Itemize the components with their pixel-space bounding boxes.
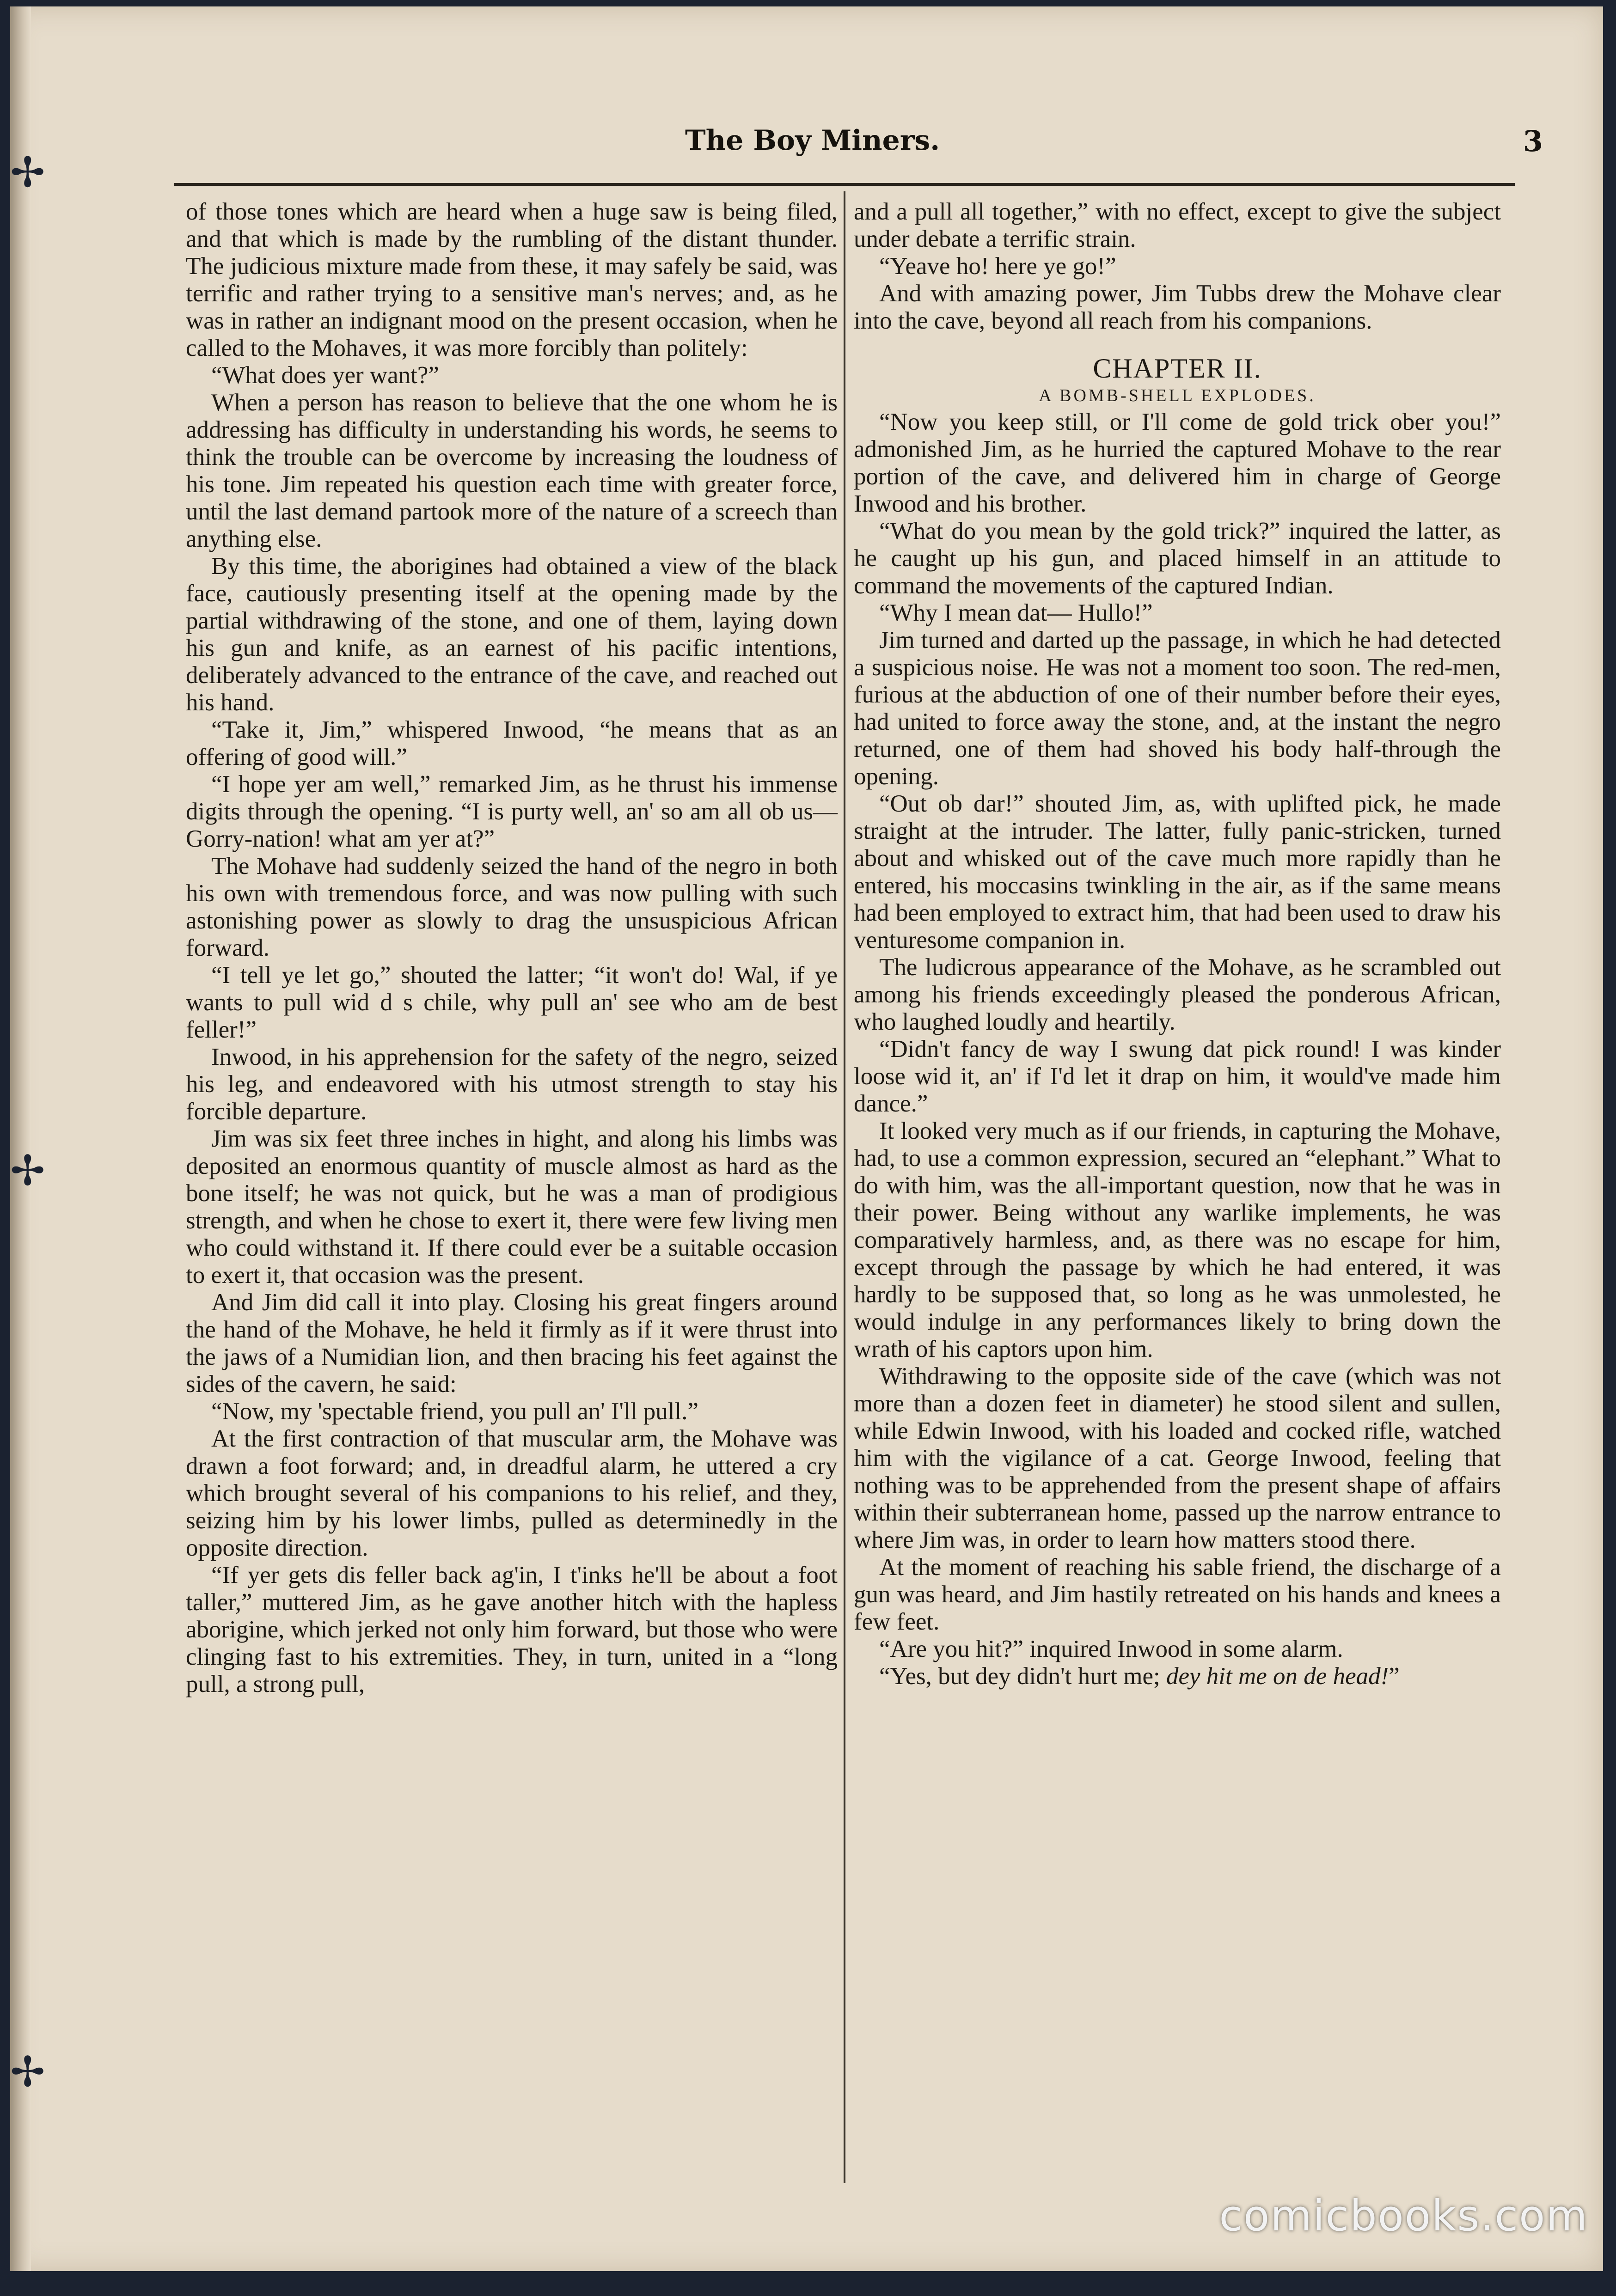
paragraph: Withdrawing to the opposite side of the cave (which was not more than a dozen feet in diameter) he stood silent and sullen, while Edwin Inwood, with his loaded and cocked rifle, watched him with the vigilance of a cat. George Inwood, feeling that nothing was to be apprehended from the present shape of affairs within their subterranean home, passed up the narrow entrance to where Jim was, in order to learn how matters stood there. (854, 1363, 1501, 1553)
paragraph: By this time, the aborigines had obtained a view of the black face, cautiously presenting itself at the opening made by the partial withdrawing of the stone, and one of them, laying down his gun and knife, as an earnest of his pacific intentions, deliberately advanced to the entrance of the cave, and reached out his hand. (186, 553, 838, 716)
page-number: 3 (1523, 124, 1543, 158)
paragraph: When a person has reason to believe that the one whom he is addressing has difficulty in understanding his words, he seems to think the trouble can be overcome by increasing the loudness of his tone. Jim repeated his question each time with greater force, until the last demand partook more of the nature of a screech than anything else. (186, 389, 838, 552)
paragraph: “Didn't fancy de way I swung dat pick round! I was kinder loose wid it, an' if I'd let it drap on him, it would've made him dance.” (854, 1036, 1501, 1117)
paragraph: It looked very much as if our friends, in capturing the Mohave, had, to use a common expression, secured an “elephant.” What to do with him, was the all-important question, now that he was in their power. Being without any warlike implements, he was comparatively harmless, and, as there was no escape for him, except through the passage by which he had entered, it was hardly to be supposed that, so long as he was unmolested, he would indulge in any performances likely to bring down the wrath of his captors upon him. (854, 1117, 1501, 1362)
paragraph: “I tell ye let go,” shouted the latter; “it won't do! Wal, if ye wants to pull wid d s chile, why pull an' see who am de best feller!” (186, 962, 838, 1043)
header-rule (174, 183, 1515, 186)
column-divider (844, 191, 845, 2183)
paragraph: “What do you mean by the gold trick?” inquired the latter, as he caught up his gun, and placed himself in an attitude to command the movements of the captured Indian. (854, 518, 1501, 599)
paragraph: “Now you keep still, or I'll come de gold trick ober you!” admonished Jim, as he hurried the captured Mohave to the rear portion of the cave, and delivered him in charge of George Inwood and his brother. (854, 409, 1501, 517)
staple-mark: ✢ (10, 148, 45, 197)
paragraph: At the moment of reaching his sable friend, the discharge of a gun was heard, and Jim hastily retreated on his hands and knees a few feet. (854, 1554, 1501, 1635)
paragraph: and a pull all together,” with no effect, except to give the subject under debate a terrific strain. (854, 198, 1501, 252)
book-page (10, 6, 1603, 2271)
chapter-title: CHAPTER II. (1093, 353, 1262, 384)
italic-text: dey hit me on de head! (1166, 1663, 1389, 1690)
paragraph: “Yeave ho! here ye go!” (879, 253, 1116, 280)
paragraph: “I hope yer am well,” remarked Jim, as he thrust his immense digits through the opening. “I is purty well, an' so am all ob us— Gorry-nation! what am yer at?” (186, 771, 838, 852)
paragraph: “What does yer want?” (211, 362, 439, 389)
paragraph: of those tones which are heard when a huge saw is being filed, and that which is made by the rumbling of the distant thunder. The judicious mixture made from these, it may safely be said, was terrific and rather trying to a sensitive man's nerves; and, as he was in rather an indignant mood on the present occasion, when he called to the Mohaves, it was more forcibly than politely: (186, 198, 838, 361)
running-title: The Boy Miners. (685, 124, 940, 157)
paragraph: Jim turned and darted up the passage, in which he had detected a suspicious noise. He was not a moment too soon. The red-men, furious at the abduction of one of their number before their eyes, had united to force away the stone, and, at the instant the negro returned, one of them had shoved his body half-through the opening. (854, 627, 1501, 790)
paragraph: “Take it, Jim,” whispered Inwood, “he means that as an offering of good will.” (186, 716, 838, 770)
paragraph: The ludicrous appearance of the Mohave, as he scrambled out among his friends exceedingly pleased the ponderous African, who laughed loudly and heartily. (854, 954, 1501, 1035)
page-header (167, 124, 1543, 166)
staple-mark: ✢ (10, 1147, 45, 1195)
paragraph: “Out ob dar!” shouted Jim, as, with uplifted pick, he made straight at the intruder. The latter, fully panic-stricken, turned about and whisked out of the cave much more rapidly than he entered, his moccasins twinkling in the air, as if the same means had been employed to extract him, that had been used to draw his venturesome companion in. (854, 790, 1501, 953)
paragraph: “If yer gets dis feller back ag'in, I t'inks he'll be about a foot taller,” muttered Jim, as he gave another hitch with the hapless aborigine, which jerked not only him forward, but those who were clinging fast to his extremities. They, in turn, united in a “long pull, a strong pull, (186, 1562, 838, 1698)
paragraph: “Are you hit?” inquired Inwood in some alarm. (879, 1636, 1343, 1662)
left-column (186, 198, 838, 1698)
paragraph: And Jim did call it into play. Closing his great fingers around the hand of the Mohave, he held it firmly as if it were thrust into the jaws of a Numidian lion, and then bracing his feet against the sides of the cavern, he said: (186, 1289, 838, 1398)
paragraph: Inwood, in his apprehension for the safety of the negro, seized his leg, and endeavored with his utmost strength to stay his forcible departure. (186, 1044, 838, 1125)
last-paragraph (854, 1663, 1501, 1690)
paragraph: “Now, my 'spectable friend, you pull an' I'll pull.” (211, 1398, 699, 1425)
paragraph: At the first contraction of that muscular arm, the Mohave was drawn a foot forward; and, in dreadful alarm, he uttered a cry which brought several of his companions to his relief, and they, seizing him by his lower limbs, pulled as determinedly in the opposite direction. (186, 1425, 838, 1561)
binding-spine (10, 6, 31, 2271)
paragraph: Jim was six feet three inches in hight, and along his limbs was deposited an enormous quantity of muscle almost as hard as the bone itself; he was not quick, but he was a man of prodigious strength, and when he chose to exert it, there were few living men who could withstand it. If there could ever be a suitable occasion to exert it, that occasion was the present. (186, 1125, 838, 1288)
closing-quote: ” (1389, 1663, 1400, 1690)
paragraph: And with amazing power, Jim Tubbs drew the Mohave clear into the cave, beyond all reach from his companions. (854, 280, 1501, 334)
site-watermark: comicbooks.com (1219, 2191, 1588, 2241)
chapter-subtitle: A BOMB-SHELL EXPLODES. (1039, 386, 1316, 405)
paragraph: “Why I mean dat— Hullo!” (879, 599, 1153, 626)
staple-mark: ✢ (10, 2048, 45, 2096)
right-column (854, 198, 1501, 1690)
dialogue-text: “Yes, but dey didn't hurt me; (879, 1663, 1166, 1690)
paragraph: The Mohave had suddenly seized the hand of the negro in both his own with tremendous force, and was now pulling with such astonishing power as slowly to drag the unsuspicious African forward. (186, 853, 838, 961)
